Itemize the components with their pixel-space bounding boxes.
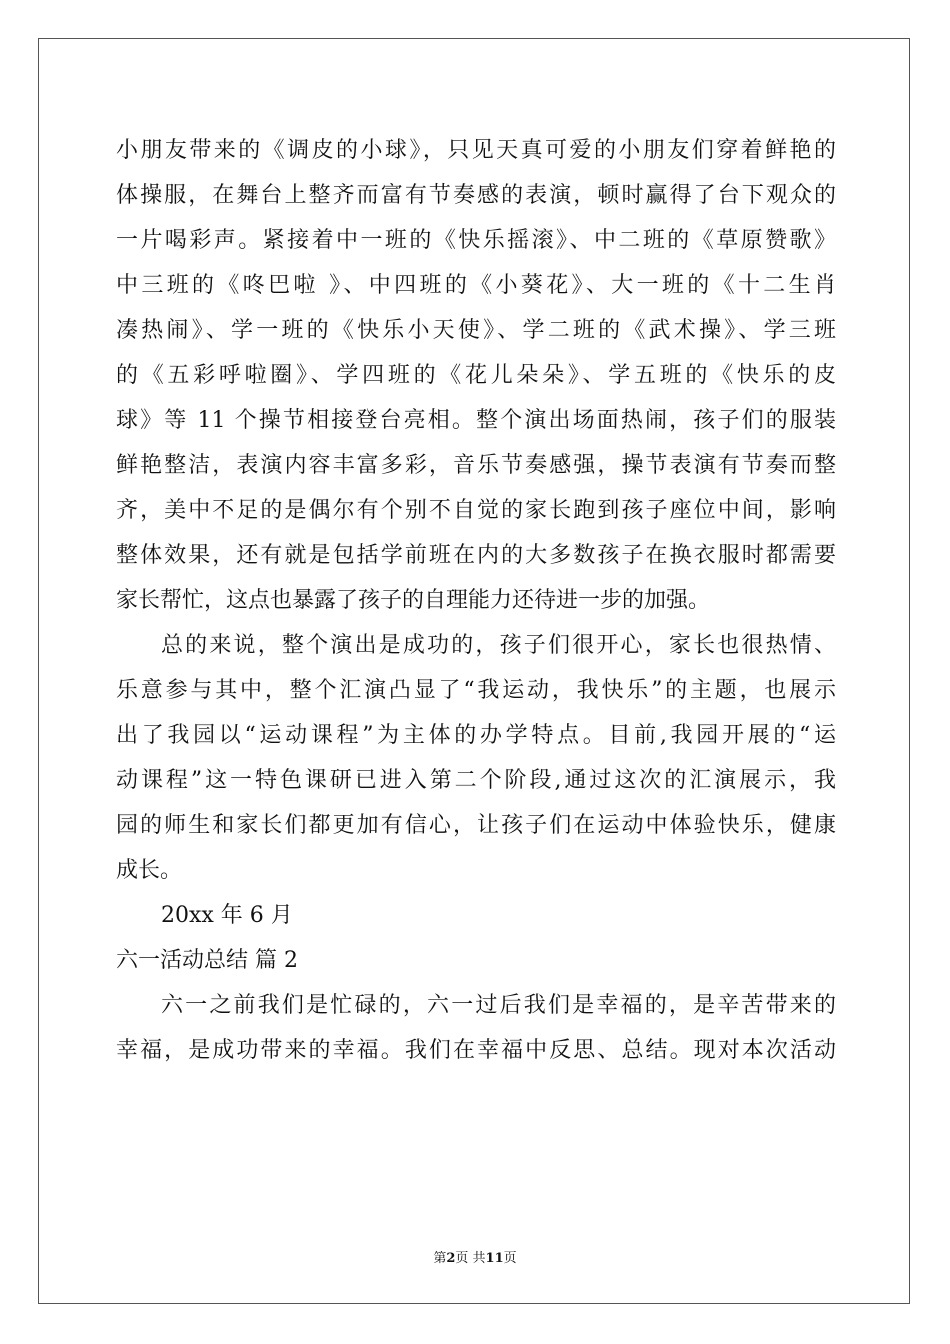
document-body	[116, 128, 836, 1073]
page-number: 2	[446, 1251, 456, 1266]
paragraph-line: 一片喝彩声。紧接着中一班的《快乐摇滚》、中二班的《草原赞歌》	[116, 228, 836, 253]
paragraph-line: 园的师生和家长们都更加有信心，让孩子们在运动中体验快乐，健康	[116, 813, 836, 838]
paragraph-line: 体操服，在舞台上整齐而富有节奏感的表演，顿时赢得了台下观众的	[116, 183, 836, 208]
paragraph-line: 凑热闹》、学一班的《快乐小天使》、学二班的《武术操》、学三班	[116, 318, 836, 343]
paragraph-line: 小朋友带来的《调皮的小球》，只见天真可爱的小朋友们穿着鲜艳的	[116, 138, 836, 163]
total-pages: 11	[485, 1251, 504, 1266]
paragraph-line: 齐，美中不足的是偶尔有个别不自觉的家长跑到孩子座位中间，影响	[116, 498, 836, 523]
footer-suffix: 页	[503, 1251, 517, 1266]
paragraph-line: 出了我园以“运动课程”为主体的办学特点。目前,我园开展的“运	[116, 723, 836, 748]
paragraph-line: 总的来说，整个演出是成功的，孩子们很开心，家长也很热情、	[161, 633, 836, 658]
section-heading: 六一活动总结 篇 2	[116, 948, 298, 973]
paragraph-line: 六一之前我们是忙碌的，六一过后我们是幸福的，是辛苦带来的	[161, 993, 836, 1018]
paragraph-line: 中三班的《咚巴啦 》、中四班的《小葵花》、大一班的《十二生肖	[116, 273, 836, 298]
paragraph-line: 成长。	[116, 858, 183, 883]
paragraph-line: 鲜艳整洁，表演内容丰富多彩，音乐节奏感强，操节表演有节奏而整	[116, 453, 836, 478]
paragraph-line: 幸福，是成功带来的幸福。我们在幸福中反思、总结。现对本次活动	[116, 1038, 836, 1063]
date-line: 20xx 年 6 月	[161, 903, 293, 928]
paragraph-line: 家长帮忙，这点也暴露了孩子的自理能力还待进一步的加强。	[116, 588, 711, 613]
paragraph-line: 动课程”这一特色课研已进入第二个阶段,通过这次的汇演展示，我	[116, 768, 836, 793]
page-footer	[0, 1247, 950, 1266]
paragraph-line: 球》等 11 个操节相接登台亮相。整个演出场面热闹，孩子们的服装	[116, 408, 836, 433]
paragraph-line: 乐意参与其中，整个汇演凸显了“我运动，我快乐”的主题，也展示	[116, 678, 836, 703]
footer-prefix: 第	[433, 1251, 447, 1266]
paragraph-line: 的《五彩呼啦圈》、学四班的《花儿朵朵》、学五班的《快乐的皮	[116, 363, 836, 388]
footer-mid: 页 共	[455, 1251, 486, 1266]
paragraph-line: 整体效果，还有就是包括学前班在内的大多数孩子在换衣服时都需要	[116, 543, 836, 568]
